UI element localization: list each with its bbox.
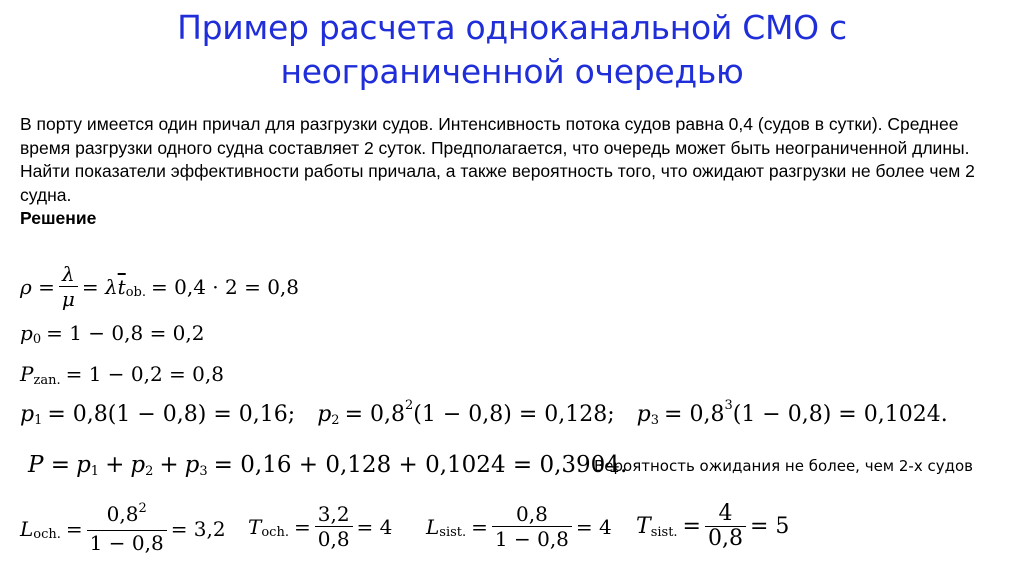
problem-statement: [20, 113, 1010, 231]
Loch-num: 0,8: [106, 502, 139, 526]
Loch-den: 1 − 0,8: [87, 530, 167, 555]
Tsist-sub: sist.: [650, 525, 678, 540]
p1-sub: 1: [34, 413, 43, 428]
P-term1-sym: p: [76, 452, 91, 478]
Tsist-rhs: = 5: [749, 514, 790, 539]
Loch-sym: L: [20, 516, 34, 541]
rho-frac-den: μ: [59, 286, 78, 311]
p3-sub: 3: [650, 413, 660, 428]
formula-L-sist: L sist. = $\frac{0,8}{1 - 0,8}$ = 4: [426, 502, 612, 551]
formula-p1-p2-p3: [20, 398, 948, 428]
p3-sup: 3: [724, 398, 733, 413]
p0-sub: 0: [32, 331, 42, 347]
Lsist-sub: sist.: [439, 525, 467, 540]
Lsist-sym: L: [426, 514, 440, 539]
Toch-sym: T: [248, 514, 262, 539]
p3-rhs: (1 − 0,8) = 0,1024.: [732, 402, 948, 427]
formula-L-och: L och. = $\frac{0,8^2}{1 - 0,8}$ = 3,2: [20, 501, 226, 555]
p2-rhs: (1 − 0,8) = 0,128;: [413, 402, 615, 427]
Toch-num: 3,2: [317, 502, 350, 526]
P-plus-1: +: [105, 452, 125, 478]
formula-pzan: [20, 362, 224, 386]
p2-base: = 0,8: [344, 402, 405, 427]
Tsist-num: 4: [718, 501, 733, 526]
Toch-den: 0,8: [315, 526, 353, 551]
formula-T-sist: T sist. = $\frac{4}{0,8}$ = 5: [636, 501, 790, 551]
pzan-sym: P: [20, 362, 34, 386]
formula-T-och: T och. = $\frac{3,2}{0,8}$ = 4: [248, 502, 393, 551]
rho-mid: = λ: [81, 274, 118, 299]
Lsist-fraction: [492, 502, 572, 551]
rho-t: $\overline{t}$: [117, 274, 126, 299]
rho-lhs: ρ =: [20, 274, 55, 299]
pzan-sub: zan.: [33, 372, 61, 388]
p0-sym: p: [20, 321, 33, 345]
Lsist-num: 0,8: [516, 502, 548, 526]
rho-rhs: = 0,4 · 2 = 0,8: [151, 274, 299, 299]
P-lhs: P =: [28, 452, 71, 478]
Toch-sub: och.: [261, 525, 289, 540]
rho-fraction: [59, 262, 78, 311]
formula-P-sum: [28, 452, 627, 478]
P-term3-sym: p: [184, 452, 200, 478]
solution-heading: Решение: [20, 208, 97, 228]
pzan-rhs: = 1 − 0,2 = 0,8: [65, 362, 224, 386]
title-line-1: Пример расчета одноканальной СМО с: [177, 8, 847, 47]
p2-sup: 2: [404, 398, 414, 413]
title-line-2: неограниченной очередью: [280, 52, 744, 91]
p3-sym: p: [636, 402, 651, 427]
p2-sub: 2: [331, 413, 340, 428]
formula-rho: [20, 262, 299, 311]
side-note: Вероятность ожидания не более, чем 2-х судов: [594, 457, 974, 475]
Lsist-rhs: = 4: [575, 514, 612, 539]
P-term3-sub: 3: [199, 463, 208, 479]
Tsist-fraction: [705, 502, 746, 551]
Loch-fraction: [87, 502, 167, 555]
p1-rhs: = 0,8(1 − 0,8) = 0,16;: [47, 402, 296, 427]
Loch-num-sup: 2: [138, 501, 147, 516]
Loch-rhs: = 3,2: [170, 516, 226, 541]
p1-sym: p: [20, 402, 35, 427]
formula-p0: [20, 321, 205, 345]
p2-sym: p: [317, 402, 332, 427]
P-term2-sym: p: [130, 452, 146, 478]
slide-title: [0, 6, 1024, 94]
problem-text: В порту имеется один причал для разгрузки судов. Интенсивность потока судов равна 0,4 (судов в сутки). Среднее время разгрузки одного судна составляет 2 суток. Предполагается, что очередь может быть неограниченной длины. Найти показатели эффективности работы причала, а также вероятность того, что ожидают разгрузки не более чем 2 судна.: [20, 114, 975, 205]
Tsist-den: 0,8: [705, 526, 746, 551]
P-term1-sub: 1: [90, 463, 100, 479]
p3-base: = 0,8: [664, 402, 725, 427]
Toch-fraction: [315, 502, 353, 551]
p0-rhs: = 1 − 0,8 = 0,2: [46, 321, 205, 345]
Tsist-sym: T: [636, 514, 651, 539]
rho-frac-num: λ: [62, 262, 75, 286]
P-plus-2: +: [159, 452, 179, 478]
P-term2-sub: 2: [145, 463, 154, 479]
Lsist-den: 1 − 0,8: [492, 526, 572, 551]
rho-t-sub: ob.: [125, 285, 146, 300]
Toch-rhs: = 4: [356, 514, 393, 539]
Loch-sub: och.: [33, 527, 61, 542]
P-rhs: = 0,16 + 0,128 + 0,1024 = 0,3904.: [213, 452, 628, 478]
